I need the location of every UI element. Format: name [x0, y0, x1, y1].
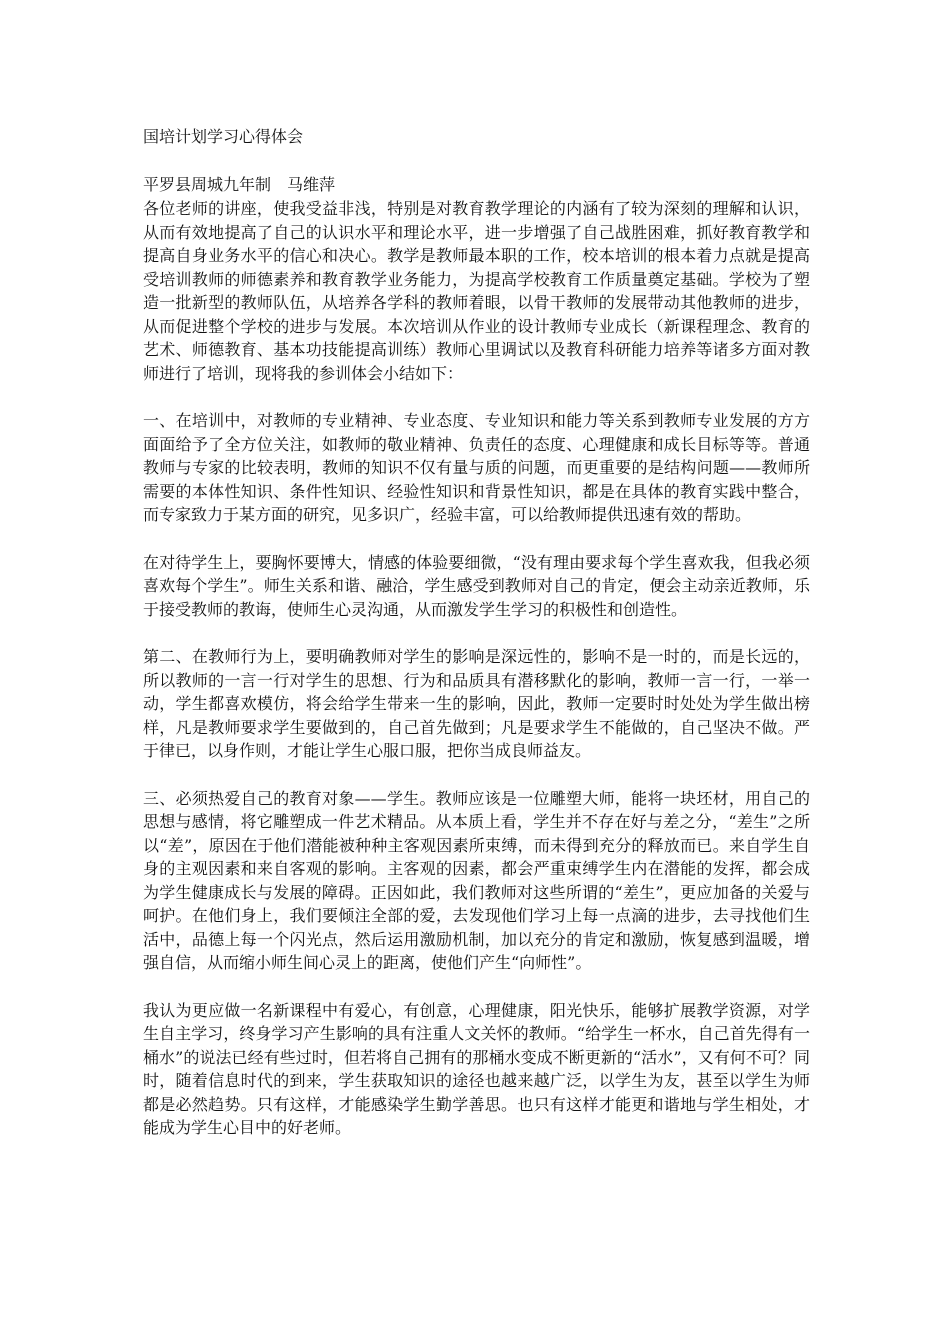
paragraph-gap [143, 763, 810, 787]
paragraph-conclusion: 我认为更应做一名新课程中有爱心，有创意，心理健康，阳光快乐，能够扩展教学资源，对学生自主学习，终身学习产生影响的具有注重人文关怀的教师。“给学生一杯水，自己首先得有一桶水”的说法已经有些过时，但若将自己拥有的那桶水变成不断更新的“活水”，又有何不可？同时，随着信息时代的到来，学生获取知识的途径也越来越广泛，以学生为友，甚至以学生为师都是必然趋势。只有这样，才能感染学生勤学善思。也只有这样才能更和谐地与学生相处，才能成为学生心目中的好老师。 [143, 1000, 810, 1137]
paragraph-gap [143, 527, 810, 551]
paragraph-section-two: 第二、在教师行为上，要明确教师对学生的影响是深远性的，影响不是一时的，而是长远的，所以教师的一言一行对学生的思想、行为和品质具有潜移默化的影响，教师一言一行，一举一动，学生都喜欢模仿，将会给学生带来一生的影响，因此，教师一定要时时处处为学生做出榜样，凡是教师要求学生要做到的，自己首先做到；凡是要求学生不能做的，自己坚决不做。严于律已，以身作则，才能让学生心服口服，把你当成良师益友。 [143, 647, 810, 760]
document-title: 国培计划学习心得体会 [143, 127, 304, 146]
document-page [143, 125, 810, 1140]
paragraph-students: 在对待学生上，要胸怀要博大，情感的体验要细微，“没有理由要求每个学生喜欢我，但我必须喜欢每个学生”。师生关系和谐、融洽，学生感受到教师对自己的肯定，便会主动亲近教师，乐于接受教师的教诲，使师生心灵沟通，从而激发学生学习的积极性和创造性。 [143, 552, 810, 619]
document-author: 平罗县周城九年制 马维萍 [143, 175, 336, 194]
paragraph-gap [143, 975, 810, 999]
paragraph-section-three: 三、必须热爱自己的教育对象——学生。教师应该是一位雕塑大师，能将一块坯材，用自己的思想与感情，将它雕塑成一件艺术精品。从本质上看，学生并不存在好与差之分，“差生”之所以“差”，原因在于他们潜能被种种主客观因素所束缚，而未得到充分的释放而已。来自学生自身的主观因素和来自客观的影响。主客观的因素，都会严重束缚学生内在潜能的发挥，都会成为学生健康成长与发展的障碍。正因如此，我们教师对这些所谓的“差生”，更应加备的关爱与呵护。在他们身上，我们要倾注全部的爱，去发现他们学习上每一点滴的进步，去寻找他们生活中，品德上每一个闪光点，然后运用激励机制，加以充分的肯定和激励，恢复感到温暖，增强自信，从而缩小师生间心灵上的距离，使他们产生“向师性”。 [143, 788, 810, 972]
paragraph-gap [143, 621, 810, 645]
paragraph-gap [143, 385, 810, 409]
paragraph-intro: 各位老师的讲座，使我受益非浅，特别是对教育教学理论的内涵有了较为深刻的理解和认识，从而有效地提高了自己的认识水平和理论水平，进一步增强了自己战胜困难，抓好教育教学和提高自身业务水平的信心和决心。教学是教师最本职的工作，校本培训的根本着力点就是提高受培训教师的师德素养和教育教学业务能力，为提高学校教育工作质量奠定基础。学校为了塑造一批新型的教师队伍，从培养各学科的教师着眼，以骨干教师的发展带动其他教师的进步，从而促进整个学校的进步与发展。本次培训从作业的设计教师专业成长（新课程理念、教育的艺术、师德教育、基本功技能提高训练）教师心里调试以及教育科研能力培养等诸多方面对教师进行了培训，现将我的参训体会小结如下： [143, 199, 810, 383]
paragraph-section-one: 一、在培训中，对教师的专业精神、专业态度、专业知识和能力等关系到教师专业发展的方方面面给予了全方位关注，如教师的敬业精神、负责任的态度、心理健康和成长目标等等。普通教师与专家的比较表明，教师的知识不仅有量与质的问题，而更重要的是结构问题——教师所需要的本体性知识、条件性知识、经验性知识和背景性知识，都是在具体的教育实践中整合，而专家致力于某方面的研究，见多识广，经验丰富，可以给教师提供迅速有效的帮助。 [143, 411, 810, 524]
